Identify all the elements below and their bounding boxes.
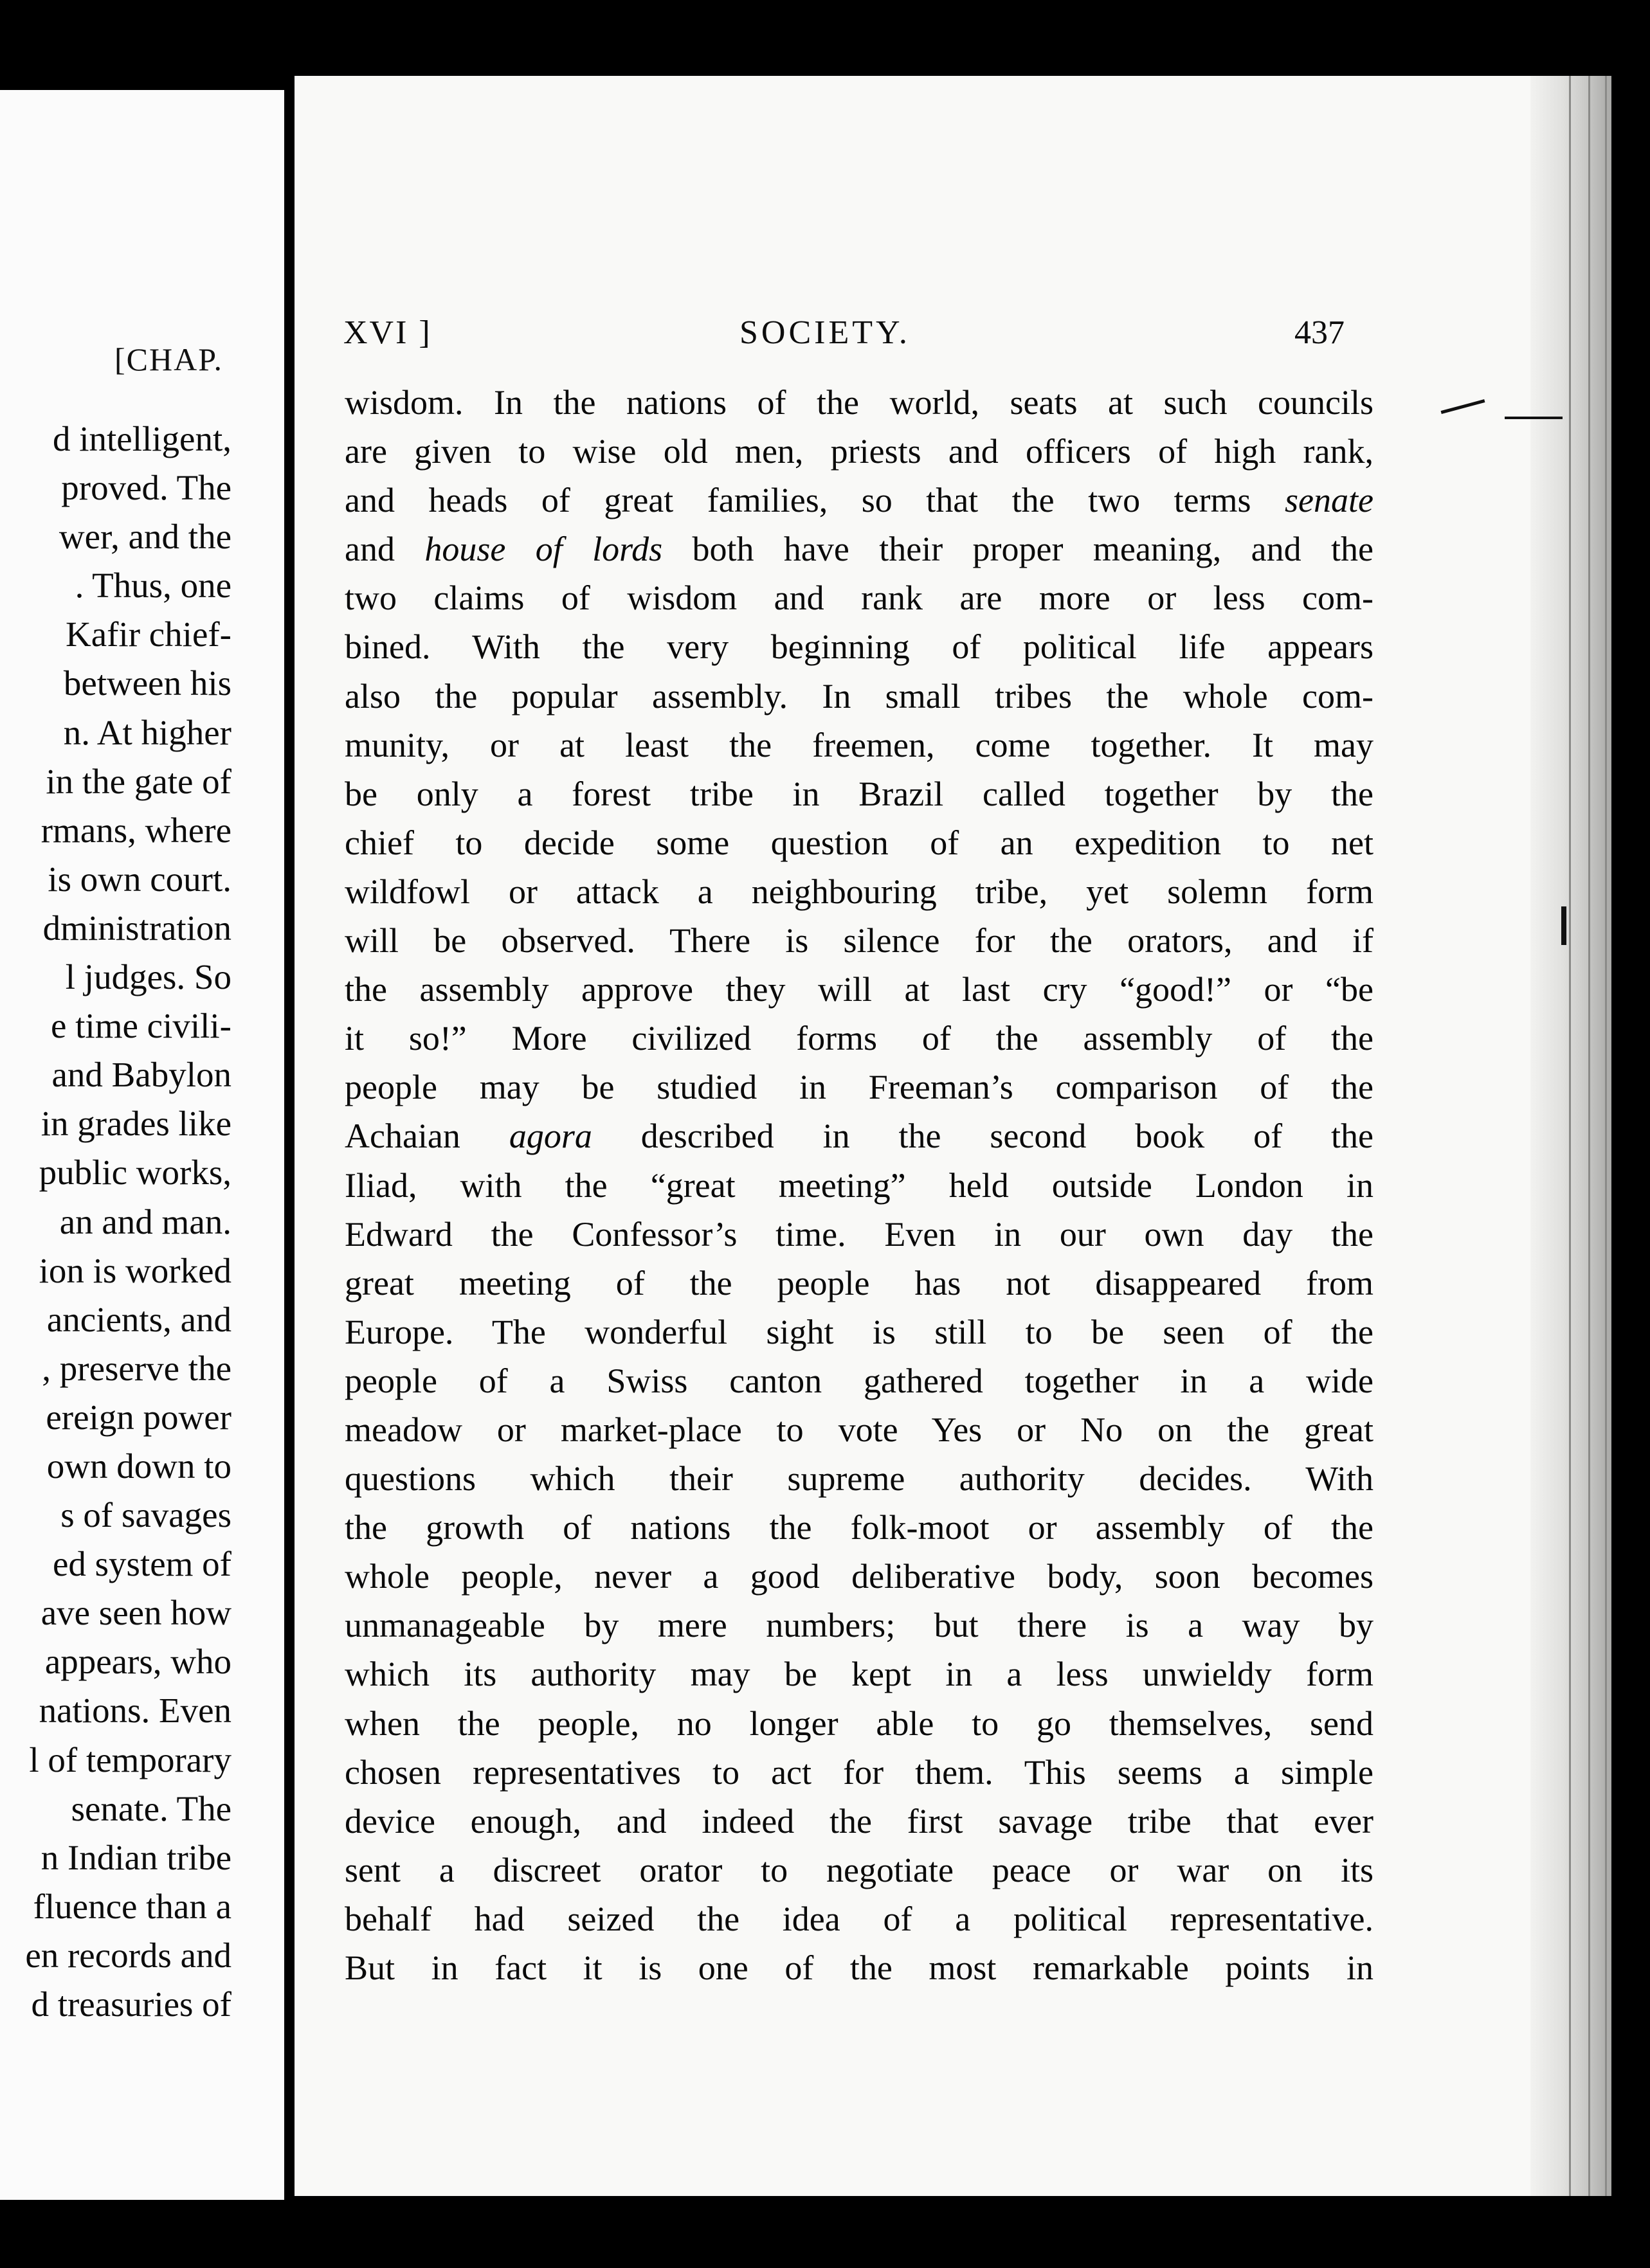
left-text-line: ereign power <box>46 1397 231 1437</box>
text-line: are given to wise old men, priests and officers of high rank, <box>345 432 1373 471</box>
text-line: Iliad, with the “great meeting” held outside London in <box>345 1166 1373 1205</box>
text-line: But in fact it is one of the most remarkable points in <box>345 1949 1373 1987</box>
text-line: device enough, and indeed the first savage tribe that ever <box>345 1801 1373 1841</box>
text-line: people may be studied in Freeman’s comparison of the <box>345 1068 1373 1107</box>
text-line: two claims of wisdom and rank are more or less com- <box>345 579 1373 618</box>
left-text-line: rmans, where <box>41 810 231 850</box>
right-page <box>295 76 1611 2196</box>
left-text-line: own down to <box>46 1446 231 1486</box>
left-text-line: in the gate of <box>46 761 231 801</box>
left-page-header: [CHAP. <box>114 341 223 377</box>
left-text-line: appears, who <box>44 1642 231 1682</box>
left-text-line: and Babylon <box>51 1055 231 1095</box>
left-text-line: , preserve the <box>42 1348 231 1388</box>
page-edge-line <box>1588 76 1590 2196</box>
text-line: people of a Swiss canton gathered together in a wide <box>345 1361 1373 1400</box>
left-text-line: . Thus, one <box>75 566 231 606</box>
left-text-line: ed system of <box>52 1544 231 1584</box>
left-text-line: en records and <box>25 1935 231 1975</box>
text-line: and house of lords both have their proper meaning, and the <box>345 530 1374 569</box>
left-text-line: n. At higher <box>63 712 231 752</box>
left-page-text <box>0 415 231 2029</box>
left-text-line: Kafir chief- <box>65 615 231 654</box>
left-text-line: ion is worked <box>39 1250 231 1290</box>
text-line: wildfowl or attack a neighbouring tribe, yet solemn form <box>345 872 1373 911</box>
text-line: behalf had seized the idea of a political representative. <box>345 1899 1373 1938</box>
margin-mark <box>1561 906 1566 945</box>
left-text-line: s of savages <box>60 1495 231 1535</box>
left-text-line: in grades like <box>41 1104 231 1144</box>
left-text-line: wer, and the <box>59 517 231 557</box>
text-line: munity, or at least the freemen, come together. It may <box>345 725 1373 764</box>
text-line: meadow or market-place to vote Yes or No on the great <box>345 1410 1373 1449</box>
text-line: bined. With the very beginning of political life appears <box>345 627 1373 667</box>
left-text-line: nations. Even <box>39 1691 231 1731</box>
text-line: questions which their supreme authority decides. With <box>345 1459 1373 1498</box>
page-edge <box>1530 76 1611 2196</box>
left-text-line: is own court. <box>48 859 231 899</box>
running-title: SOCIETY. <box>739 314 911 351</box>
text-line: also the popular assembly. In small tribes the whole com- <box>345 676 1373 716</box>
left-text-line: senate. The <box>71 1788 231 1828</box>
left-page <box>0 90 284 2200</box>
left-text-line: between his <box>63 663 231 703</box>
text-line: which its authority may be kept in a less unwieldy form <box>345 1655 1373 1694</box>
text-line: sent a discreet orator to negotiate peace or war on its <box>345 1850 1373 1889</box>
left-text-line: l judges. So <box>65 957 231 997</box>
text-line: chosen representatives to act for them. This seems a simple <box>345 1752 1373 1792</box>
left-text-line: ave seen how <box>41 1593 231 1633</box>
text-line: Europe. The wonderful sight is still to be seen of the <box>345 1312 1373 1351</box>
text-line: when the people, no longer able to go themselves, send <box>345 1704 1373 1743</box>
left-text-line: ancients, and <box>46 1299 231 1339</box>
text-line: unmanageable by mere numbers; but there is a way by <box>345 1606 1373 1645</box>
text-line: the growth of nations the folk-moot or assembly of the <box>345 1508 1373 1547</box>
text-line: it so!” More civilized forms of the assembly of the <box>345 1019 1373 1058</box>
body-text <box>345 378 1373 1992</box>
text-line: great meeting of the people has not disappeared from <box>345 1263 1373 1302</box>
text-line: Edward the Confessor’s time. Even in our own day the <box>345 1214 1373 1254</box>
left-text-line: d treasuries of <box>31 1985 231 2024</box>
left-text-line: d intelligent, <box>52 419 231 458</box>
page-edge-line <box>1569 76 1571 2196</box>
text-line: will be observed. There is silence for the orators, and if <box>345 921 1373 960</box>
left-text-line: l of temporary <box>29 1740 231 1779</box>
left-text-line: an and man. <box>59 1202 231 1241</box>
page-edge-line <box>1605 76 1607 2196</box>
running-head <box>295 314 1611 365</box>
text-line: be only a forest tribe in Brazil called together by the <box>345 774 1373 813</box>
text-line: the assembly approve they will at last cry “good!” or “be <box>345 970 1373 1009</box>
text-line: Achaian agora described in the second book of the <box>345 1117 1374 1156</box>
margin-mark <box>1505 417 1563 419</box>
text-line: wisdom. In the nations of the world, seats at such councils <box>345 383 1373 422</box>
page-number: 437 <box>1294 314 1345 351</box>
left-text-line: n Indian tribe <box>41 1837 231 1877</box>
left-text-line: e time civili- <box>50 1006 231 1046</box>
text-line: chief to decide some question of an expedition to net <box>345 823 1373 862</box>
text-line: and heads of great families, so that the two terms senate <box>345 481 1373 520</box>
left-text-line: public works, <box>39 1153 231 1192</box>
text-line: whole people, never a good deliberative body, soon becomes <box>345 1557 1373 1596</box>
left-text-line: dministration <box>42 908 231 948</box>
book-gutter <box>284 0 295 2268</box>
chapter-number: XVI ] <box>343 314 432 351</box>
left-text-line: proved. The <box>61 468 231 508</box>
left-text-line: fluence than a <box>33 1886 231 1926</box>
